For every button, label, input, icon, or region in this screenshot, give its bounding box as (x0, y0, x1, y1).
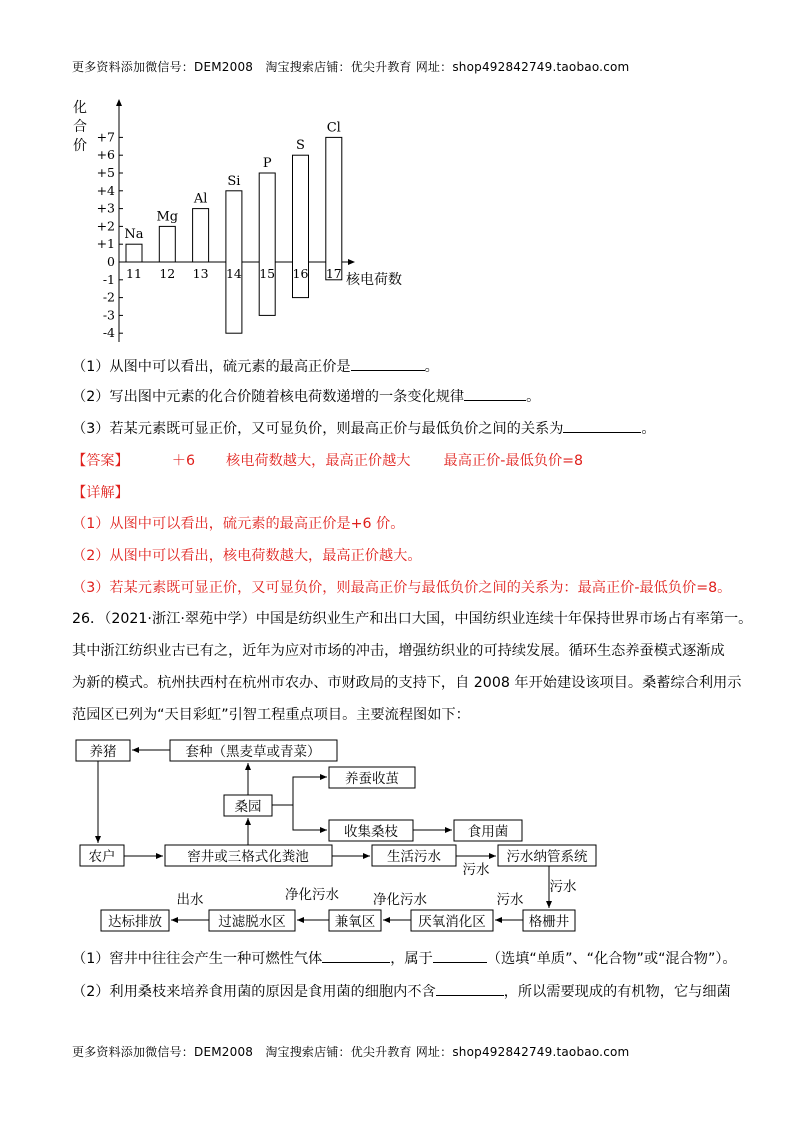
element-label-Al: Al (193, 191, 208, 207)
answer-blank-type[interactable] (433, 948, 487, 963)
svg-text:养蚕收茧: 养蚕收茧 (345, 771, 399, 787)
svg-text:污水: 污水 (462, 862, 490, 878)
detail-1: （1）从图中可以看出，硫元素的最高正价是+6 价。 (72, 516, 405, 532)
y-axis-label: 化 (73, 100, 87, 116)
svg-text:污水: 污水 (549, 879, 577, 895)
y-tick-label: +1 (96, 236, 115, 252)
x-tick-label: 12 (159, 266, 176, 281)
element-label-S: S (296, 138, 305, 154)
q26-para-1: 26．（2021·浙江·翠苑中学）中国是纺织业生产和出口大国，中国纺织业连续十年保持世界市场占有率第一。 (72, 611, 753, 627)
question-2: （2）写出图中元素的化合价随着核电荷数递增的一条变化规律 。 (72, 386, 540, 407)
x-tick-label: 11 (126, 266, 142, 281)
q26-sub-1: （1）窖井中往往会产生一种可燃性气体 ，属于 （选填“单质”、“化合物”或“混合物”）。 (72, 948, 737, 969)
y-tick-label: +2 (96, 218, 115, 234)
y-tick-label: +5 (96, 165, 115, 180)
svg-text:兼氧区: 兼氧区 (334, 914, 376, 930)
element-label-Mg: Mg (156, 209, 179, 225)
svg-text:桑园: 桑园 (234, 799, 262, 815)
question-3: （3）若某元素既可显正价，又可显负价，则最高正价与最低负价之间的关系为 。 (72, 418, 656, 439)
answer-blank-organelle[interactable] (436, 981, 504, 996)
answer-1: ＋6 (171, 453, 196, 469)
svg-text:污水: 污水 (496, 892, 524, 908)
svg-text:食用菌: 食用菌 (467, 824, 509, 840)
y-axis-label: 价 (73, 138, 87, 154)
svg-text:收集桑枝: 收集桑枝 (344, 824, 398, 840)
y-tick-label: -3 (102, 307, 115, 323)
x-tick-label: 13 (192, 266, 209, 281)
element-label-Cl: Cl (326, 120, 341, 136)
svg-text:净化污水: 净化污水 (373, 892, 427, 908)
x-axis-label: 核电荷数 (346, 272, 402, 288)
svg-text:格栅井: 格栅井 (528, 914, 570, 930)
y-tick-label: +7 (96, 129, 115, 145)
svg-text:养猪: 养猪 (89, 744, 117, 760)
y-tick-label: -2 (102, 289, 115, 305)
svg-text:净化污水: 净化污水 (285, 887, 339, 903)
page-footer: 更多资料添加微信号：DEM2008 淘宝搜索店铺：优尖升教育 网址：shop492842749.taobao.com (72, 1045, 630, 1059)
question-1: （1）从图中可以看出，硫元素的最高正价是 。 (72, 356, 439, 377)
x-tick-label: 14 (225, 266, 242, 281)
answer-2: 核电荷数越大，最高正价越大 (226, 453, 411, 469)
svg-text:过滤脱水区: 过滤脱水区 (218, 914, 286, 930)
element-label-Si: Si (227, 173, 241, 189)
answer-3: 最高正价-最低负价=8 (443, 453, 584, 469)
y-tick-label: -1 (102, 271, 115, 287)
svg-text:厌氧消化区: 厌氧消化区 (418, 914, 486, 930)
y-axis-label: 合 (73, 119, 87, 135)
svg-text:套种（黑麦草或青菜）: 套种（黑麦草或青菜） (185, 744, 321, 760)
x-tick-label: 15 (259, 266, 276, 281)
q26-para-4: 范园区已列为“天目彩虹”引智工程重点项目。主要流程图如下： (72, 707, 470, 723)
detail-2: （2）从图中可以看出，核电荷数越大，最高正价越大。 (72, 548, 422, 564)
svg-text:农户: 农户 (88, 849, 116, 865)
x-tick-label: 17 (325, 266, 342, 281)
answer-label: 【答案】 (72, 453, 129, 469)
q26-sub-2: （2）利用桑枝来培养食用菌的原因是食用菌的细胞内不含 ，所以需要现成的有机物，它与细菌 (72, 981, 731, 1002)
y-tick-label: +3 (96, 200, 115, 216)
detail-label: 【详解】 (72, 485, 129, 501)
y-tick-label: +6 (96, 147, 115, 163)
svg-text:生活污水: 生活污水 (387, 849, 441, 865)
element-label-Na: Na (124, 227, 144, 243)
q26-para-3: 为新的模式。杭州扶西村在杭州市农办、市财政局的支持下，自 2008 年开始建设该项目。桑蓄综合利用示 (72, 675, 742, 691)
y-tick-label: +4 (96, 182, 115, 198)
x-tick-label: 16 (292, 266, 309, 281)
y-tick-label: -4 (102, 325, 115, 341)
element-label-P: P (262, 156, 272, 171)
q26-para-2: 其中浙江纺织业古已有之，近年为应对市场的冲击，增强纺织业的可持续发展。循环生态养蚕模式逐渐成 (72, 643, 725, 659)
svg-text:窖井或三格式化粪池: 窖井或三格式化粪池 (187, 849, 309, 865)
page-header: 更多资料添加微信号：DEM2008 淘宝搜索店铺：优尖升教育 网址：shop492842749.taobao.com (72, 60, 630, 74)
y-tick-label: 0 (107, 254, 115, 269)
svg-text:达标排放: 达标排放 (108, 914, 162, 930)
answer-blank-gas[interactable] (322, 948, 390, 963)
svg-text:污水纳管系统: 污水纳管系统 (506, 849, 588, 865)
svg-text:出水: 出水 (176, 892, 204, 908)
detail-3: （3）若某元素既可显正价，又可显负价，则最高正价与最低负价之间的关系为：最高正价-最低负价=8。 (72, 580, 732, 596)
